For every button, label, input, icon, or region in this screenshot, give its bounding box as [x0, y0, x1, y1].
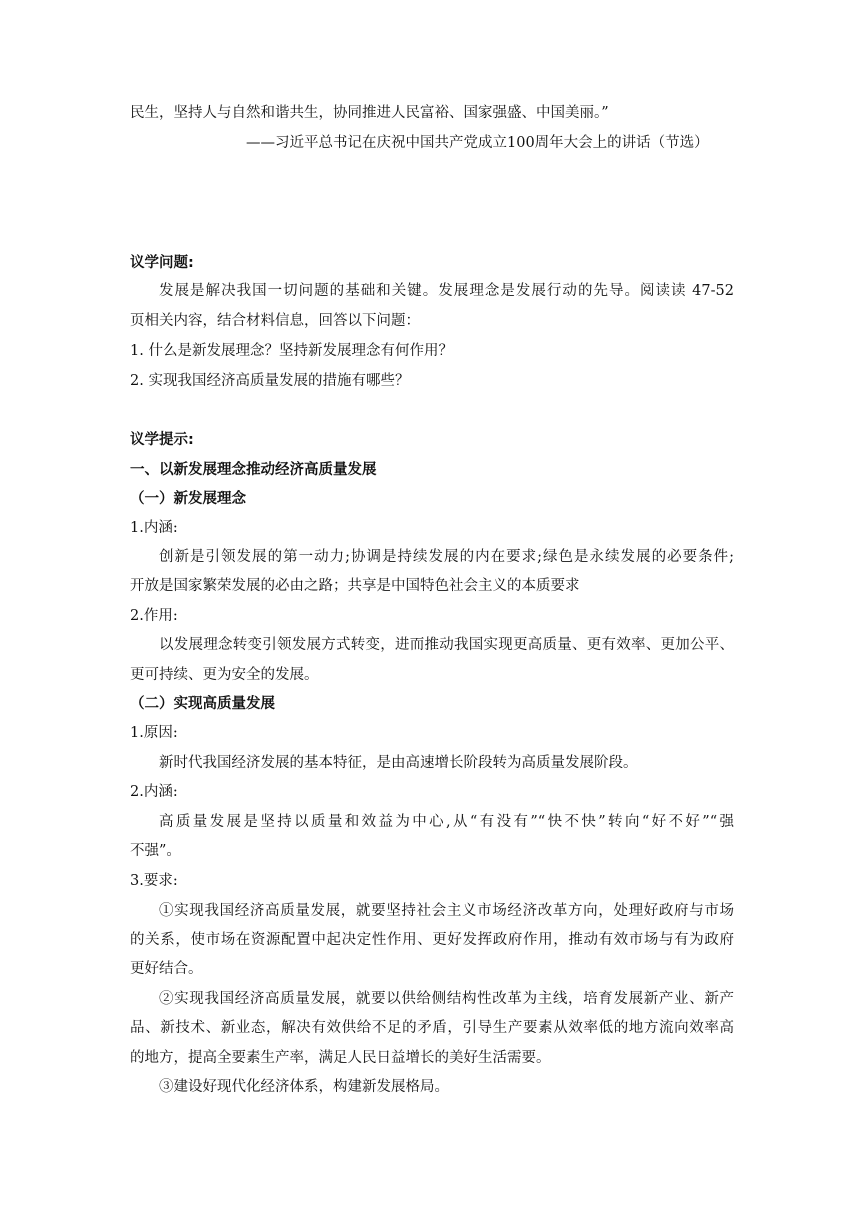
discussion-intro-line: 页相关内容，结合材料信息，回答以下问题： — [130, 313, 420, 329]
section-title: 一、以新发展理念推动经济高质量发展 — [130, 462, 377, 478]
subsection-title: （一）新发展理念 — [130, 491, 246, 507]
item-label: 3.要求: — [130, 873, 178, 889]
paragraph-line: 以发展理念转变引领发展方式转变，进而推动我国实现更高质量、更有效率、更加公平、 — [159, 637, 734, 653]
item-label: 1.内涵: — [130, 520, 178, 536]
discussion-hint-heading: 议学提示: — [130, 432, 194, 448]
paragraph-line: ①实现我国经济高质量发展，就要坚持社会主义市场经济改革方向，处理好政府与市场 — [159, 903, 734, 919]
question-item: 1. 什么是新发展理念？坚持新发展理念有何作用？ — [130, 343, 453, 359]
paragraph-line: 开放是国家繁荣发展的必由之路；共享是中国特色社会主义的本质要求 — [130, 578, 580, 594]
discussion-intro-line: 发展是解决我国一切问题的基础和关键。发展理念是发展行动的先导。阅读读 47-52 — [159, 283, 734, 299]
paragraph-line: 的地方，提高全要素生产率，满足人民日益增长的美好生活需要。 — [130, 1050, 551, 1066]
paragraph-line: ②实现我国经济高质量发展，就要以供给侧结构性改革为主线，培育发展新产业、新产 — [159, 991, 734, 1007]
paragraph-line: 品、新技术、新业态，解决有效供给不足的矛盾，引导生产要素从效率低的地方流向效率高 — [130, 1020, 734, 1036]
quote-attribution: ——习近平总书记在庆祝中国共产党成立100周年大会上的讲话（节选） — [246, 135, 709, 151]
subsection-title: （二）实现高质量发展 — [130, 696, 275, 712]
paragraph-line: ③建设好现代化经济体系，构建新发展格局。 — [159, 1079, 449, 1095]
paragraph-line: 更好结合。 — [130, 961, 203, 977]
question-item: 2. 实现我国经济高质量发展的措施有哪些？ — [130, 373, 410, 389]
paragraph-line: 创新是引领发展的第一动力;协调是持续发展的内在要求;绿色是永续发展的必要条件; — [159, 549, 734, 565]
item-label: 2.作用: — [130, 608, 178, 624]
discussion-question-heading: 议学问题: — [130, 255, 194, 271]
item-label: 2.内涵: — [130, 784, 178, 800]
paragraph-line: 不强”。 — [130, 843, 181, 859]
paragraph-line: 高质量发展是坚持以质量和效益为中心,从“有没有”“快不快”转向“好不好”“强 — [159, 814, 734, 830]
paragraph-line: 更可持续、更为安全的发展。 — [130, 667, 319, 683]
paragraph-line: 新时代我国经济发展的基本特征，是由高速增长阶段转为高质量发展阶段。 — [159, 755, 638, 771]
quote-text-line: 民生，坚持人与自然和谐共生，协同推进人民富裕、国家强盛、中国美丽。” — [130, 105, 609, 121]
paragraph-line: 的关系，使市场在资源配置中起决定性作用、更好发挥政府作用，推动有效市场与有为政府 — [130, 932, 734, 948]
item-label: 1.原因: — [130, 725, 178, 741]
